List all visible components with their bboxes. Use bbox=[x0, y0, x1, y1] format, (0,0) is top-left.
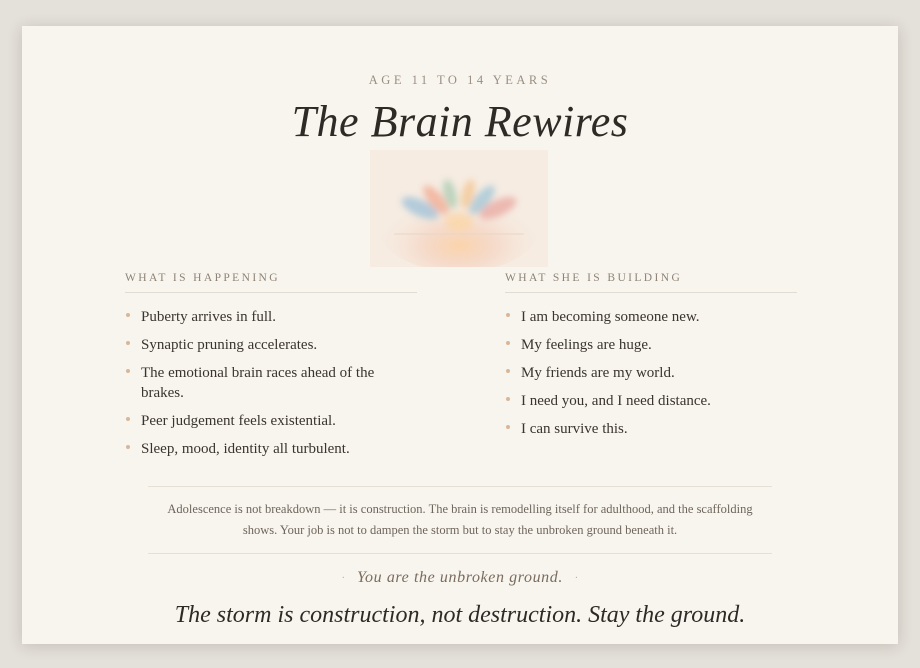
list-item: My friends are my world. bbox=[505, 363, 797, 383]
age-range-eyebrow: AGE 11 TO 14 YEARS bbox=[368, 73, 552, 87]
ornament-dot-icon: · bbox=[574, 572, 579, 584]
brain-burst-illustration bbox=[370, 150, 548, 267]
list-item: Peer judgement feels existential. bbox=[125, 411, 417, 431]
closing-statement: The storm is construction, not destruction. Stay the ground. bbox=[174, 602, 746, 628]
building-column bbox=[505, 272, 797, 447]
burst-icon bbox=[370, 150, 548, 267]
list-item: Synaptic pruning accelerates. bbox=[125, 335, 417, 355]
happening-list bbox=[125, 307, 417, 459]
list-item: I can survive this. bbox=[505, 419, 797, 439]
list-item: Puberty arrives in full. bbox=[125, 307, 417, 327]
insight-quote bbox=[148, 486, 772, 554]
insight-quote-text: Adolescence is not breakdown — it is construction. The brain is remodelling itself for adulthood, and the scaffolding shows. Your job is not to dampen the storm but to stay the unbroken ground beneath it. bbox=[167, 502, 753, 537]
list-item: Sleep, mood, identity all turbulent. bbox=[125, 439, 417, 459]
list-item: I am becoming someone new. bbox=[505, 307, 797, 327]
content-card bbox=[22, 26, 898, 644]
list-item: The emotional brain races ahead of the brakes. bbox=[125, 363, 417, 403]
building-heading: WHAT SHE IS BUILDING bbox=[505, 272, 797, 293]
building-list bbox=[505, 307, 797, 439]
page-title: The Brain Rewires bbox=[291, 97, 629, 146]
ornament-dot-icon: · bbox=[341, 572, 345, 584]
affirmation bbox=[22, 569, 898, 587]
happening-heading: WHAT IS HAPPENING bbox=[125, 272, 417, 293]
list-item: My feelings are huge. bbox=[505, 335, 797, 355]
affirmation-text: You are the unbroken ground. bbox=[357, 569, 563, 586]
happening-column bbox=[125, 272, 417, 467]
list-item: I need you, and I need distance. bbox=[505, 391, 797, 411]
